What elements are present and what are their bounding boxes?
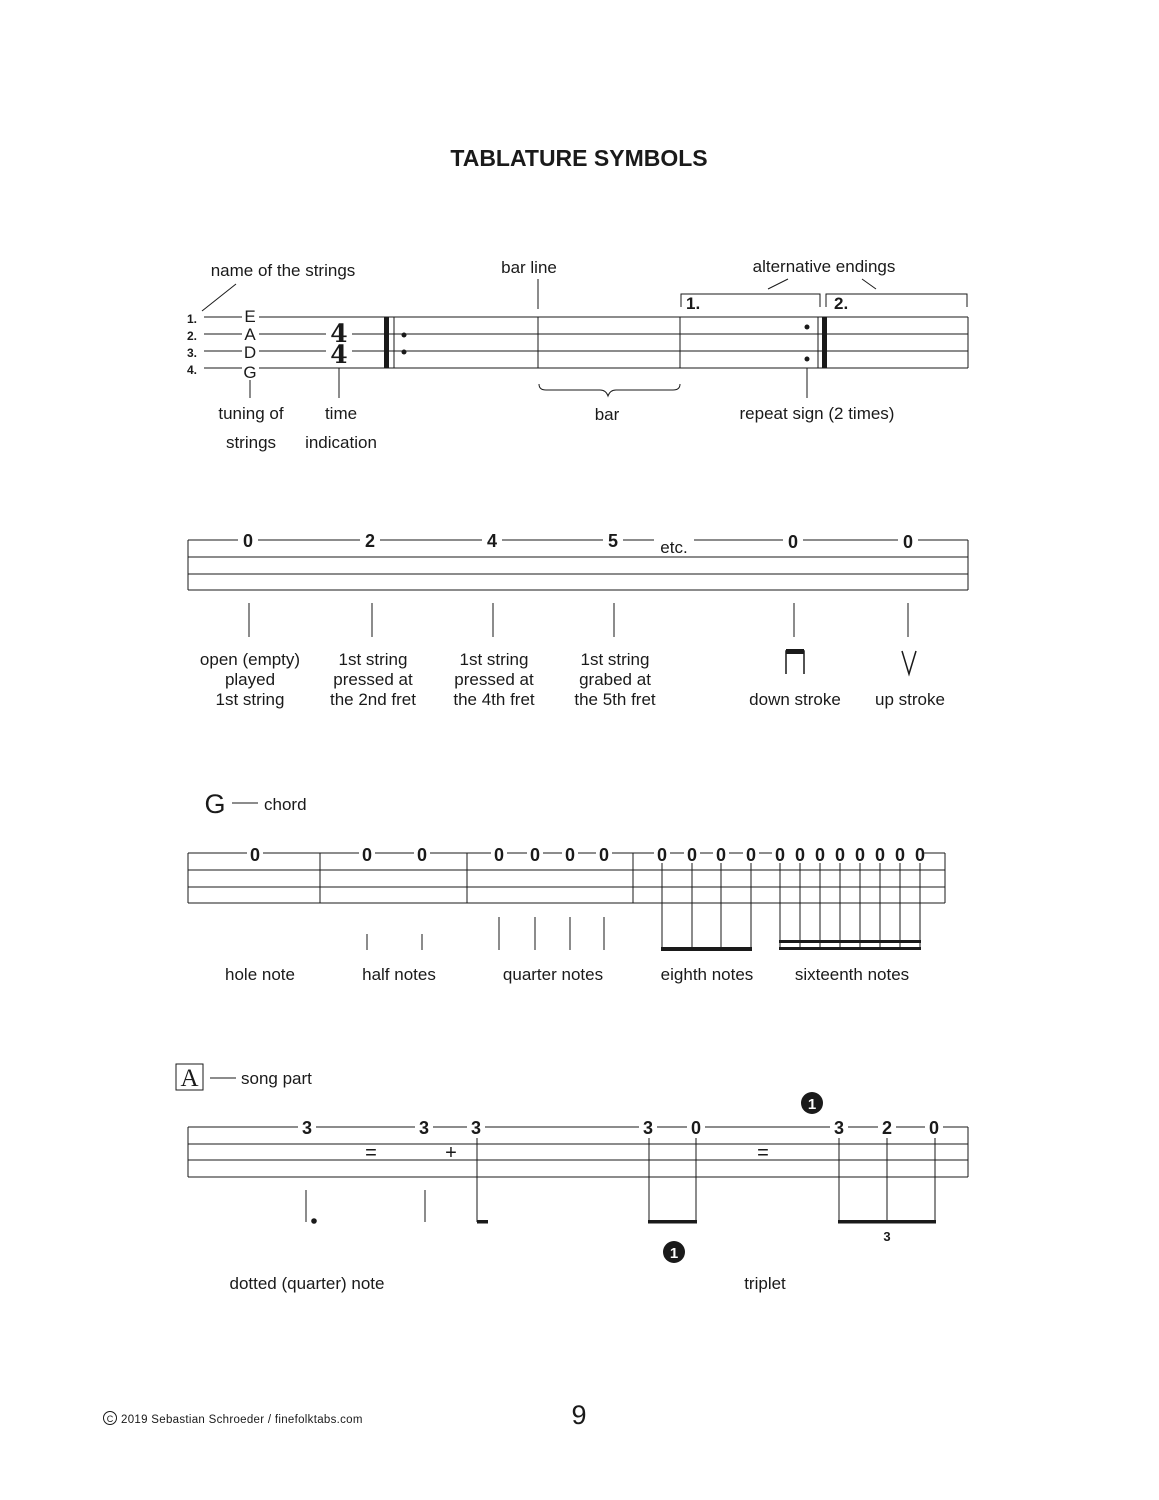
half-note-number: 0: [361, 845, 373, 865]
staff-lines: [204, 317, 968, 368]
end-repeat-dot: [805, 325, 810, 330]
label-triplet: triplet: [744, 1274, 786, 1293]
string-number: 3.: [187, 346, 198, 360]
ending-bracket-1: [681, 294, 820, 307]
time-signature-top: 4: [330, 319, 348, 348]
song-part-label: song part: [241, 1069, 312, 1088]
time-signature-bottom: 4: [330, 340, 348, 369]
half-note-number: 0: [416, 845, 428, 865]
label-eighth-notes: eighth notes: [660, 965, 754, 984]
fret-number: 3: [833, 1118, 845, 1138]
alt-endings-pointer: [768, 279, 788, 289]
description-fret2-line3: the 2nd fret: [329, 690, 417, 709]
label-tuning-line1: tuning of: [218, 404, 284, 423]
section-fret-and-strokes: [188, 530, 968, 637]
fret-number: 0: [928, 1118, 940, 1138]
eighth-beam: [648, 1220, 697, 1224]
string-number-labels: [187, 312, 197, 377]
string-name: G: [243, 363, 257, 382]
end-repeat-dot: [805, 357, 810, 362]
sixteenth-beam: [779, 940, 921, 943]
eighth-note-number: 0: [686, 845, 698, 865]
fret-number: 0: [787, 532, 799, 552]
sixteenth-note-number: 0: [774, 845, 786, 865]
ending-2-label: 2.: [834, 294, 849, 313]
equals-sign: =: [365, 1142, 377, 1164]
sixteenth-note-number: 0: [894, 845, 906, 865]
quarter-note-number: 0: [564, 845, 576, 865]
label-time-line1: time: [324, 404, 358, 423]
name-of-strings-pointer: [202, 284, 236, 311]
sixteenth-note-number: 0: [874, 845, 886, 865]
circled-number-one-icon: [801, 1092, 823, 1114]
whole-note-number: 0: [249, 845, 261, 865]
chord-symbol: G: [204, 789, 226, 819]
label-alternative-endings: alternative endings: [752, 257, 896, 276]
fret-numbers: [243, 531, 913, 552]
string-name: D: [243, 343, 257, 362]
sixteenth-note-number: 0: [834, 845, 846, 865]
eighth-note-number: 0: [715, 845, 727, 865]
ending-1-label: 1.: [686, 294, 701, 313]
quarter-note-number: 0: [598, 845, 610, 865]
page-number: 9: [571, 1400, 587, 1430]
label-tuning-line2: strings: [225, 433, 277, 452]
etc-label: etc.: [660, 538, 688, 557]
description-fret4-line1: 1st string: [459, 650, 529, 669]
label-repeat-sign: repeat sign (2 times): [739, 404, 895, 423]
svg-text:C: C: [106, 1414, 114, 1424]
fret-number: 2: [881, 1118, 893, 1138]
string-number: 1.: [187, 312, 198, 326]
plus-sign: +: [445, 1142, 457, 1164]
dot-augmentation: [311, 1218, 317, 1224]
svg-text:1: 1: [807, 1096, 817, 1113]
quarter-note-number: 0: [493, 845, 505, 865]
eighth-note-number: 0: [745, 845, 757, 865]
description-fret5-line2: grabed at: [579, 670, 651, 689]
svg-text:1: 1: [669, 1245, 679, 1262]
fret-number: 0: [242, 531, 254, 551]
string-number: 4.: [187, 363, 198, 377]
fret-number: 2: [364, 531, 376, 551]
label-half-notes: half notes: [362, 965, 436, 984]
note-value-numbers: [250, 845, 925, 865]
description-fret4-line2: pressed at: [454, 670, 534, 689]
sixteenth-note-number: 0: [814, 845, 826, 865]
description-open-line3: 1st string: [215, 690, 285, 709]
fret-descriptions: [200, 650, 656, 709]
label-name-of-strings: name of the strings: [210, 261, 356, 280]
label-bar: bar: [594, 405, 620, 424]
label-up-stroke: up stroke: [875, 690, 945, 709]
fret-number: 3: [642, 1118, 654, 1138]
copyright-text: 2019 Sebastian Schroeder / finefolktabs.com: [121, 1414, 363, 1426]
short-flag: [477, 1220, 488, 1224]
label-quarter-notes: quarter notes: [502, 965, 604, 984]
string-name-labels: [243, 307, 256, 382]
start-repeat-dot: [402, 333, 407, 338]
sixteenth-beam: [779, 947, 921, 950]
start-repeat-dot: [402, 350, 407, 355]
bar-brace: [539, 384, 680, 396]
label-bar-line: bar line: [501, 258, 557, 277]
section-staff-basics: [202, 279, 968, 398]
eighth-beam: [661, 947, 752, 951]
eighth-note-number: 0: [656, 845, 668, 865]
quarter-note-number: 0: [529, 845, 541, 865]
fret-number: 3: [301, 1118, 313, 1138]
sixteenth-note-number: 0: [794, 845, 806, 865]
start-repeat-thick-barline: [384, 317, 389, 368]
fret-number: 5: [607, 531, 619, 551]
fret-number: 3: [470, 1118, 482, 1138]
down-stroke-icon: [786, 651, 804, 674]
description-open-line1: open (empty): [199, 650, 301, 669]
copyright-icon: [104, 1412, 117, 1425]
description-fret2-line2: pressed at: [333, 670, 413, 689]
description-fret4-line3: the 4th fret: [453, 690, 535, 709]
up-stroke-icon: [902, 651, 916, 674]
chord-label: chord: [264, 795, 307, 814]
string-name: A: [244, 325, 256, 344]
fret-number: 3: [418, 1118, 430, 1138]
description-fret2-line1: 1st string: [338, 650, 408, 669]
label-time-line2: indication: [305, 433, 377, 452]
fret-number: 0: [690, 1118, 702, 1138]
fret-number: 4: [486, 531, 498, 551]
song-part-symbol: A: [180, 1065, 199, 1092]
triplet-number: 3: [883, 1229, 891, 1244]
label-whole-note: hole note: [225, 965, 295, 984]
page-title: TABLATURE SYMBOLS: [450, 145, 708, 171]
rhythm-fret-numbers: [302, 1118, 939, 1138]
alt-endings-pointer: [862, 279, 876, 289]
fret-number: 0: [902, 532, 914, 552]
circled-number-one-icon: [663, 1241, 685, 1263]
label-sixteenth-notes: sixteenth notes: [794, 965, 910, 984]
sixteenth-note-number: 0: [914, 845, 926, 865]
string-name: E: [244, 307, 256, 326]
sixteenth-note-number: 0: [854, 845, 866, 865]
triplet-beam: [838, 1220, 936, 1224]
string-number: 2.: [187, 329, 198, 343]
description-open-line2: played: [224, 670, 276, 689]
label-dotted-note: dotted (quarter) note: [229, 1274, 385, 1293]
end-repeat-thick-barline: [822, 317, 827, 368]
label-down-stroke: down stroke: [749, 690, 841, 709]
equals-sign: =: [757, 1142, 769, 1164]
description-fret5-line1: 1st string: [580, 650, 650, 669]
description-fret5-line3: the 5th fret: [574, 690, 656, 709]
